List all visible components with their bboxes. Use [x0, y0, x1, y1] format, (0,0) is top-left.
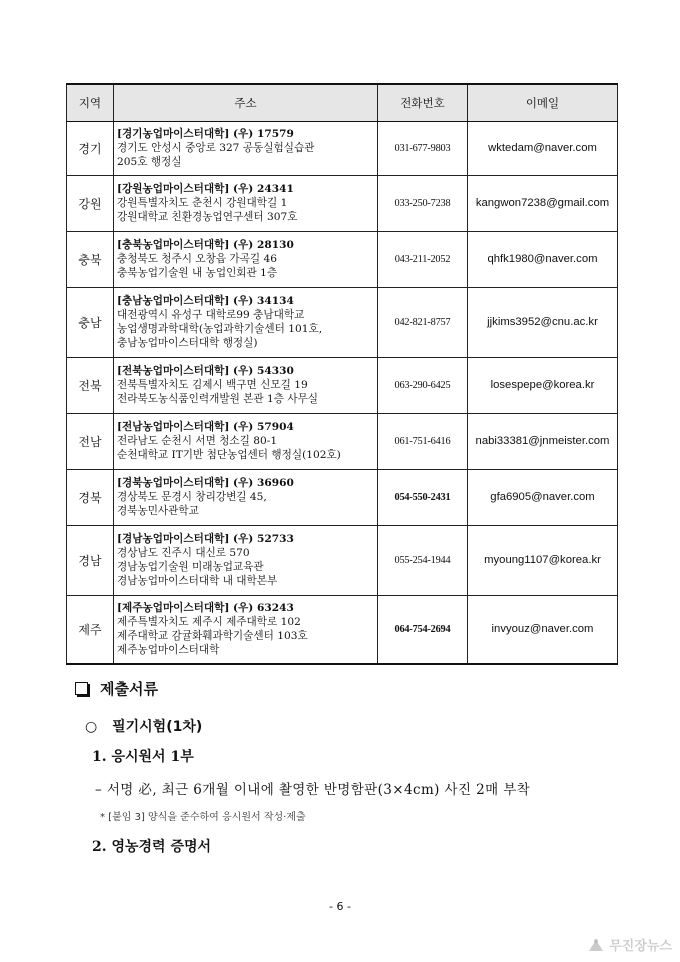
cell-address	[114, 357, 378, 413]
contacts-table	[66, 83, 618, 665]
list-item-1: 1. 응시원서 1부	[92, 749, 194, 765]
subsection-title	[85, 716, 202, 736]
circle-bullet-icon: ○	[85, 719, 98, 735]
header-address: 주소	[114, 84, 378, 121]
table-body	[67, 121, 618, 664]
table-row	[67, 287, 618, 357]
address-line: 강원특별자치도 춘천시 강원대학길 1	[117, 196, 288, 209]
cell-address	[114, 595, 378, 664]
address-school-line: [충북농업마이스터대학] (우) 28130	[117, 238, 294, 251]
address-line: 경상남도 진주시 대신로 570	[117, 546, 250, 559]
header-region: 지역	[67, 84, 114, 121]
list-item-1-detail: – 서명 必, 최근 6개월 이내에 촬영한 반명함판(3×4cm) 사진 2매 부착	[95, 782, 531, 798]
cell-region: 제주	[67, 595, 114, 664]
cell-region: 경남	[67, 525, 114, 595]
table-row	[67, 175, 618, 231]
cell-email[interactable]: nabi33381@jnmeister.com	[468, 413, 618, 469]
cell-email[interactable]: jjkims3952@cnu.ac.kr	[468, 287, 618, 357]
subsection-title-text: 필기시험(1차)	[112, 719, 203, 735]
cell-address	[114, 287, 378, 357]
address-line: 농업생명과학대학(농업과학기술센터 101호,	[117, 323, 323, 335]
address-line: 경북농민사관학교	[117, 505, 199, 518]
cell-address	[114, 469, 378, 525]
cell-email[interactable]: losespepe@korea.kr	[468, 357, 618, 413]
address-line: 경기도 안성시 중앙로 327 공동실험실습관	[117, 141, 315, 154]
cell-phone: 031-677-9803	[378, 121, 468, 175]
address-line: 전북특별자치도 김제시 백구면 신모길 19	[117, 378, 308, 391]
cell-email[interactable]: qhfk1980@naver.com	[468, 231, 618, 287]
cell-email[interactable]: invyouz@naver.com	[468, 595, 618, 664]
address-line: 제주특별자치도 제주시 제주대학로 102	[117, 616, 301, 629]
address-school-line: [경기농업마이스터대학] (우) 17579	[117, 127, 294, 140]
address-line: 충북농업기술원 내 농업인회관 1층	[117, 267, 278, 280]
address-line: 순천대학교 IT기반 첨단농업센터 행정실(102호)	[117, 449, 341, 462]
cell-phone: 055-254-1944	[378, 525, 468, 595]
address-line: 충청북도 청주시 오창읍 가곡길 46	[117, 252, 277, 265]
watermark-logo-icon	[587, 936, 605, 954]
cell-address	[114, 413, 378, 469]
header-email: 이메일	[468, 84, 618, 121]
cell-email[interactable]: myoung1107@korea.kr	[468, 525, 618, 595]
cell-region: 경기	[67, 121, 114, 175]
address-line: 충남농업마이스터대학 행정실)	[117, 337, 258, 350]
address-line: 제주대학교 감귤화훼과학기술센터 103호	[117, 630, 308, 643]
address-line: 205호 행정실	[117, 156, 182, 169]
address-line: 전라북도농식품인력개발원 본관 1층 사무실	[117, 393, 319, 406]
address-school-line: [전북농업마이스터대학] (우) 54330	[117, 364, 294, 377]
square-bullet-icon	[75, 682, 88, 695]
cell-phone: 054-550-2431	[378, 469, 468, 525]
cell-email[interactable]: wktedam@naver.com	[468, 121, 618, 175]
cell-email[interactable]: kangwon7238@gmail.com	[468, 175, 618, 231]
header-phone: 전화번호	[378, 84, 468, 121]
address-line: 제주농업마이스터대학	[117, 644, 220, 657]
table-row	[67, 357, 618, 413]
cell-phone: 061-751-6416	[378, 413, 468, 469]
address-line: 강원대학교 친환경농업연구센터 307호	[117, 211, 298, 224]
cell-phone: 063-290-6425	[378, 357, 468, 413]
watermark	[587, 935, 672, 954]
table-row	[67, 121, 618, 175]
cell-region: 강원	[67, 175, 114, 231]
address-line: 경상북도 문경시 창리강변길 45,	[117, 490, 267, 503]
section-title-text: 제출서류	[100, 680, 158, 698]
cell-region: 전북	[67, 357, 114, 413]
cell-address	[114, 121, 378, 175]
address-school-line: [전남농업마이스터대학] (우) 57904	[117, 420, 294, 433]
footnote: * [붙임 3] 양식을 준수하여 응시원서 작성·제출	[100, 812, 306, 823]
address-school-line: [제주농업마이스터대학] (우) 63243	[117, 601, 294, 614]
cell-region: 전남	[67, 413, 114, 469]
address-line: 대전광역시 유성구 대학로99 충남대학교	[117, 308, 305, 321]
address-school-line: [경북농업마이스터대학] (우) 36960	[117, 476, 294, 489]
cell-phone: 042-821-8757	[378, 287, 468, 357]
watermark-text: 무진장뉴스	[609, 939, 672, 954]
address-school-line: [강원농업마이스터대학] (우) 24341	[117, 182, 294, 195]
cell-phone: 064-754-2694	[378, 595, 468, 664]
address-line: 경남농업마이스터대학 내 대학본부	[117, 575, 278, 588]
table-row	[67, 413, 618, 469]
table-header-row	[67, 84, 618, 121]
cell-email[interactable]: gfa6905@naver.com	[468, 469, 618, 525]
table-row	[67, 525, 618, 595]
cell-region: 충남	[67, 287, 114, 357]
cell-region: 충북	[67, 231, 114, 287]
address-school-line: [충남농업마이스터대학] (우) 34134	[117, 294, 294, 307]
cell-address	[114, 525, 378, 595]
address-school-line: [경남농업마이스터대학] (우) 52733	[117, 532, 294, 545]
section-title	[75, 678, 158, 699]
cell-region: 경북	[67, 469, 114, 525]
address-line: 전라남도 순천시 서면 청소길 80-1	[117, 434, 278, 447]
table-row	[67, 469, 618, 525]
cell-phone: 033-250-7238	[378, 175, 468, 231]
cell-address	[114, 175, 378, 231]
page-number: - 6 -	[329, 900, 351, 913]
cell-address	[114, 231, 378, 287]
list-item-2: 2. 영농경력 증명서	[92, 839, 212, 855]
cell-phone: 043-211-2052	[378, 231, 468, 287]
table-row	[67, 231, 618, 287]
table-row	[67, 595, 618, 664]
address-line: 경남농업기술원 미래농업교육관	[117, 561, 264, 573]
